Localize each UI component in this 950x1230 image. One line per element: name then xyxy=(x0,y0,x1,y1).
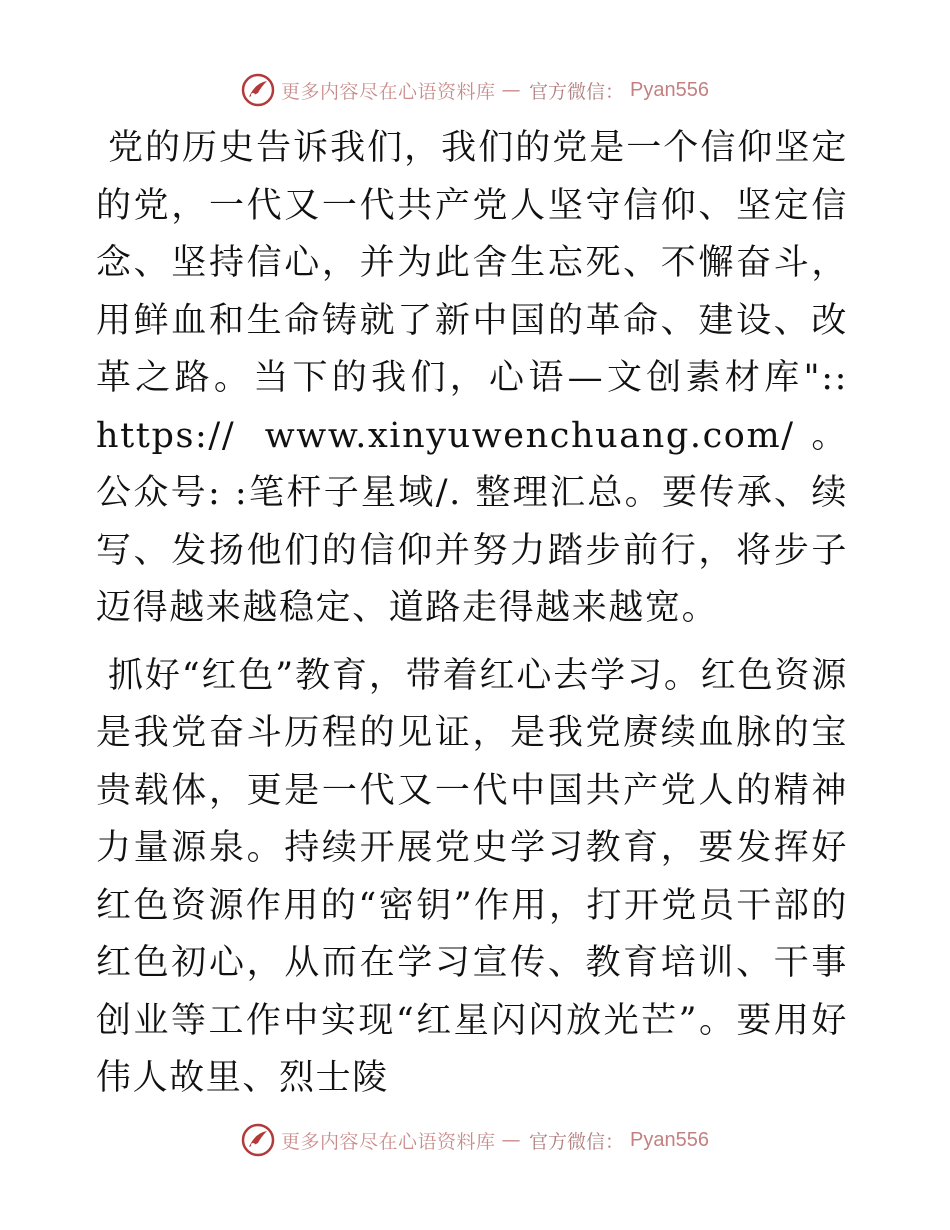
footer-banner xyxy=(0,1120,950,1160)
paragraph-1: 党的历史告诉我们，我们的党是一个信仰坚定的党，一代又一代共产党人坚守信仰、坚定信念、坚持信心，并为此舍生忘死、不懈奋斗，用鲜血和生命铸就了新中国的革命、建设、改革之路。当下的我们，心语—文创素材库":: https:// www.xinyuwenchuang.com/。公众号: :笔杆子星域/. 整理汇总。要传承、续写、发扬他们的信仰并努力踏步前行，将步子迈得越来越稳定、道路走得越来越宽。 xyxy=(96,128,848,628)
banner-wechat-id: Pyan556 xyxy=(630,78,709,101)
paragraph-2: 抓好“红色”教育，带着红心去学习。红色资源是我党奋斗历程的见证，是我党赓续血脉的宝贵载体，更是一代又一代中国共产党人的精神力量源泉。持续开展党史学习教育，要发挥好红色资源作用的“密钥”作用，打开党员干部的红色初心，从而在学习宣传、教育培训、干事创业等工作中实现“红星闪闪放光芒”。要用好伟人故里、烈士陵 xyxy=(96,655,848,1098)
document-body xyxy=(96,120,848,1108)
banner-wechat-id: Pyan556 xyxy=(630,1128,709,1151)
banner-content xyxy=(241,1123,709,1157)
banner-label: 官方微信： xyxy=(529,1130,625,1153)
banner-text: 更多内容尽在心语资料库 xyxy=(281,80,496,103)
banner-label: 官方微信： xyxy=(529,80,625,103)
banner-text: 更多内容尽在心语资料库 xyxy=(281,1130,496,1153)
banner-separator: — xyxy=(501,1129,522,1151)
pen-logo-icon xyxy=(241,1123,275,1157)
pen-logo-icon xyxy=(241,73,275,107)
banner-separator: — xyxy=(501,79,522,101)
banner-content xyxy=(241,73,709,107)
header-banner xyxy=(0,70,950,110)
